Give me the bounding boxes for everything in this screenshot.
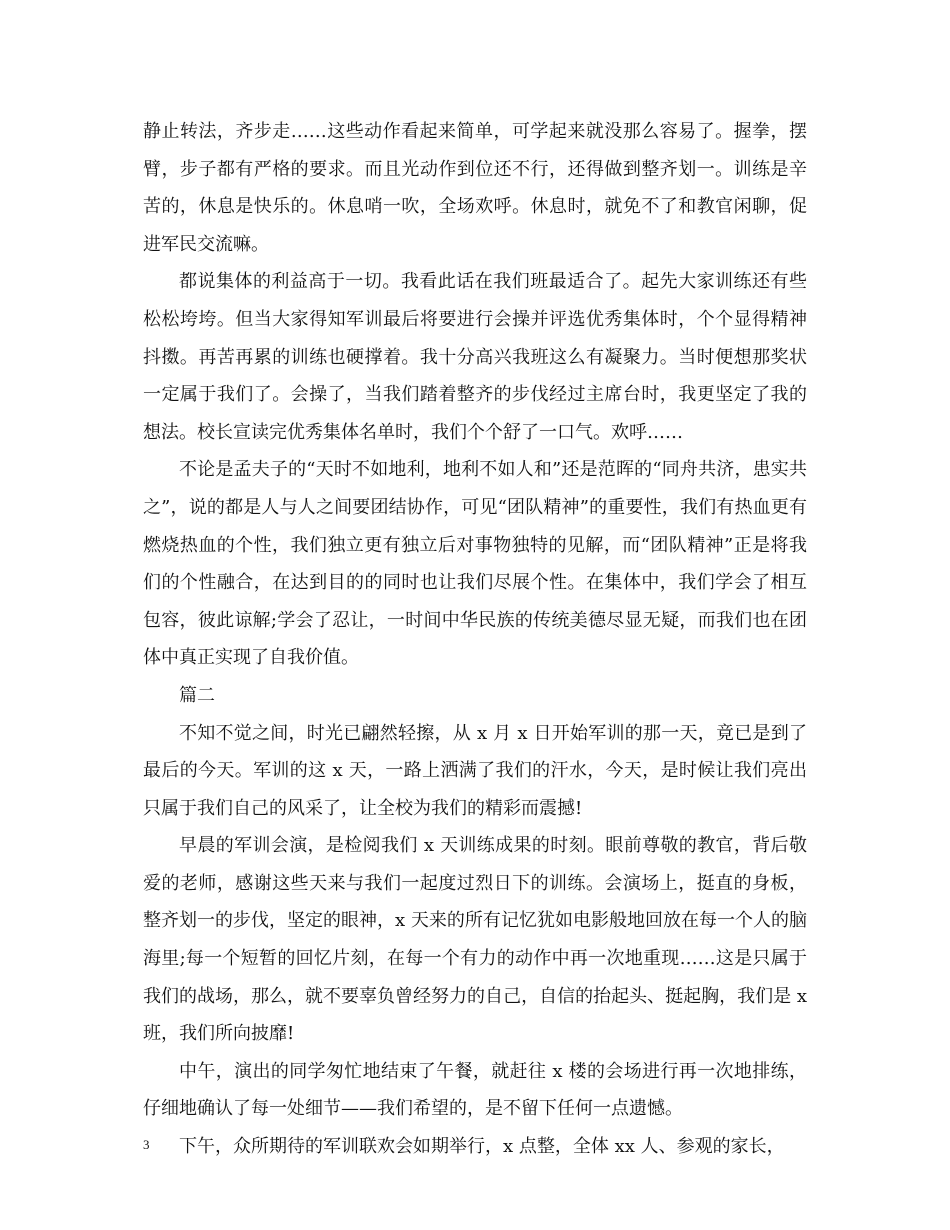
paragraph: 不知不觉之间，时光已翩然轻擦，从 x 月 x 日开始军训的那一天，竟已是到了最后的今天。军训的这 x 天，一路上洒满了我们的汗水，今天，是时候让我们亮出只属于我们自己的风采了，让全校为我们的精彩而震撼! [143,722,807,819]
paragraph: 都说集体的利益高于一切。我看此话在我们班最适合了。起先大家训练还有些松松垮垮。但当大家得知军训最后将要进行会操并评选优秀集体时，个个显得精神抖擞。再苦再累的训练也硬撑着。我十分高兴我班这么有凝聚力。当时便想那奖状一定属于我们了。会操了，当我们踏着整齐的步伐经过主席台时，我更坚定了我的想法。校长宣读完优秀集体名单时，我们个个舒了一口气。欢呼…… [143,271,807,443]
paragraph: 静止转法，齐步走……这些动作看起来简单，可学起来就没那么容易了。握拳，摆臂，步子都有严格的要求。而且光动作到位还不行，还得做到整齐划一。训练是辛苦的，休息是快乐的。休息哨一吹，全场欢呼。休息时，就免不了和教官闲聊，促进军民交流嘛。 [143,121,807,255]
paragraph: 中午，演出的同学匆忙地结束了午餐，就赶往 x 楼的会场进行再一次地排练，仔细地确认了每一处细节——我们希望的，是不留下任何一点遗憾。 [143,1060,807,1120]
body-text [143,113,807,1166]
paragraph: 下午，众所期待的军训联欢会如期举行，x 点整，全体 xx 人、参观的家长， [179,1136,785,1158]
paragraph: 不论是孟夫子的“天时不如地利，地利不如人和”还是范晖的“同舟共济，患实共之”，说的都是人与人之间要团结协作，可见“团队精神”的重要性，我们有热血更有燃烧热血的个性，我们独立更有独立后对事物独特的见解，而“团队精神”正是将我们的个性融合，在达到目的的同时也让我们尽展个性。在集体中，我们学会了相互包容，彼此谅解;学会了忍让，一时间中华民族的传统美德尽显无疑，而我们也在团体中真正实现了自我价值。 [143,459,807,669]
section-heading: 篇二 [179,684,215,706]
page-number: 3 [143,1137,150,1152]
paragraph: 早晨的军训会演，是检阅我们 x 天训练成果的时刻。眼前尊敬的教官，背后敬爱的老师，感谢这些天来与我们一起度过烈日下的训练。会演场上，挺直的身板，整齐划一的步伐，坚定的眼神，x 天来的所有记忆犹如电影般地回放在每一个人的脑海里;每一个短暂的回忆片刻，在每一个有力的动作中再一次地重现……这是只属于我们的战场，那么，就不要辜负曾经努力的自己，自信的抬起头、挺起胸，我们是 x 班，我们所向披靡! [143,835,807,1045]
